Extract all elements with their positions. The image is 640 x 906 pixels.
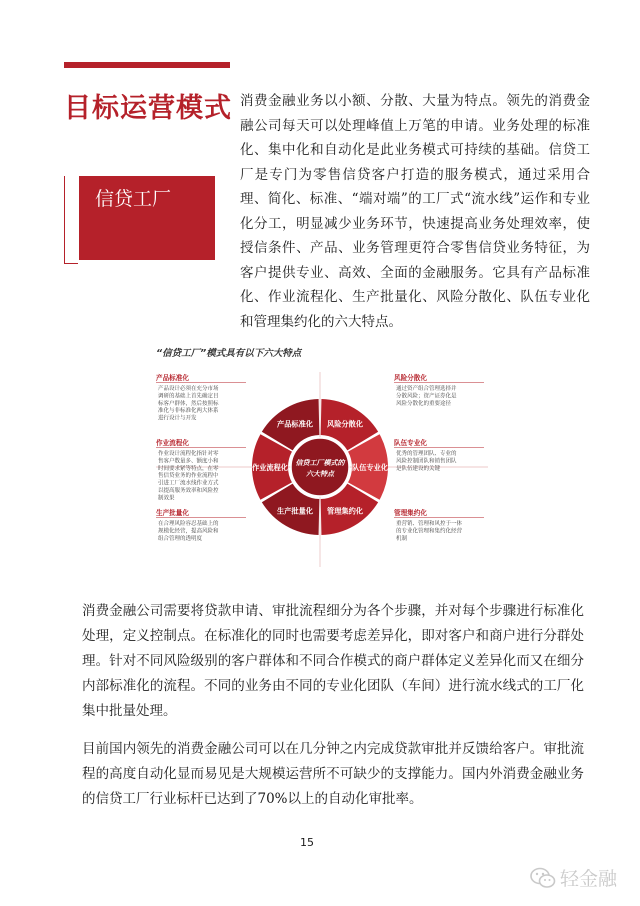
- callout-line: 准化与非标准化两大体系: [158, 408, 219, 415]
- callout-line: 风险控制团队和销售团队: [396, 458, 457, 465]
- watermark: [530, 864, 617, 891]
- intro-paragraph: 消费金融业务以小额、分散、大量为特点。领先的消费金融公司每天可以处理峰值上万笔的申请。业务处理的标准化、集中化和自动化是此业务模式可持续的基础。信贷工厂是专门为零售信贷客户打造的服务模式，通过采用合理、简化、标准、“端对端”的工厂式“流水线”运作和专业化分工，明显减少业务环节，快速提高业务处理效率，使授信条件、产品、业务管理更符合零售信贷业务特征，为客户提供专业、高效、全面的金融服务。它具有产品标准化、作业流程化、生产批量化、风险分散化、队伍专业化和管理集约化的六大特点。: [240, 93, 590, 330]
- six-features-diagram: [148, 342, 493, 572]
- callout-line: 引进工厂流水线作业方式: [158, 480, 219, 487]
- callout-title: 作业流程化: [156, 439, 189, 447]
- callout-title: 产品标准化: [156, 374, 189, 382]
- page-number: 15: [300, 836, 314, 849]
- watermark-text: 轻金融: [560, 868, 618, 890]
- callout-line: 优秀的管理团队、专业的: [396, 451, 457, 457]
- top-accent-bar: [64, 62, 230, 68]
- segment-label: 风险分散化: [327, 419, 363, 429]
- segment-label: 生产批量化: [277, 506, 313, 516]
- callout-line: 通过资产组合管理选择并: [396, 386, 457, 392]
- segment-label: 管理集约化: [327, 506, 363, 516]
- callout-line: 的专业化管理和集约化经营: [396, 528, 463, 535]
- callout-title: 管理集约化: [394, 509, 427, 517]
- callout-line: 制效果: [158, 495, 175, 502]
- callout-line: 分散风险；资产证券化是: [396, 393, 457, 400]
- section-subtitle-box: [79, 176, 215, 260]
- callout-title: 风险分散化: [394, 374, 427, 382]
- segment-label: 产品标准化: [277, 419, 313, 429]
- segment-label: 队伍专业化: [352, 463, 388, 472]
- center-circle: [291, 438, 349, 496]
- section-subtitle: 信贷工厂: [95, 188, 172, 210]
- segment-label: 作业流程化: [252, 463, 288, 472]
- callout-line: 标客户群体，然后按照标: [158, 400, 219, 407]
- callout-line: 重营销、管理和风控于一体: [396, 521, 463, 527]
- callout-line: 是队伍建设的关键: [396, 465, 441, 472]
- body-paragraph-1: 消费金融公司需要将贷款申请、审批流程细分为各个步骤，并对每个步骤进行标准化处理，定义控制点。在标准化的同时也需要考虑差异化，即对客户和商户进行分群处理。针对不同风险级别的客户群体和不同合作模式的商户群体定义差异化而又在细分内部标准化的流程。不同的业务由不同的专业化团队（车间）进行流水线式的工厂化集中批量处理。: [82, 603, 584, 719]
- callout-line: 规模化经营，提高风险和: [158, 528, 219, 535]
- callout-line: 售信贷业务的作业流程中: [158, 473, 219, 480]
- body-paragraph-2: 目前国内领先的消费金融公司可以在几分钟之内完成贷款审批并反馈给客户。审批流程的高度自动化显而易见是大规模运营所不可缺少的支撑能力。国内外消费金融业务的信贷工厂行业标杆已达到了70%以上的自动化审批率。: [82, 741, 584, 807]
- callout-line: 机制: [396, 535, 408, 542]
- callout-line: 售客户数量多、额度小和: [158, 458, 219, 465]
- callout-line: 产品设计必须在充分市场: [158, 386, 219, 392]
- diagram-title: “信贷工厂”模式具有以下六大特点: [156, 348, 302, 359]
- callout-line: 调研的基础上首先确定目: [158, 393, 219, 400]
- page-title: 目标运营模式: [64, 93, 232, 124]
- wechat-icon: [530, 867, 556, 889]
- callout-line: 进行设计与开发: [158, 415, 197, 422]
- callout-line: 作业设计流程化指针对零: [158, 451, 219, 457]
- center-label: 信贷工厂模式的: [295, 459, 345, 467]
- callout-line: 时间要求紧等特点，在零: [158, 465, 219, 472]
- box-frame-bottom: [64, 263, 78, 264]
- box-frame-left: [64, 176, 65, 264]
- callout-line: 风险分散化的重要途径: [396, 400, 452, 407]
- callout-line: 在合理风险容忍基础上的: [158, 521, 219, 527]
- callout-title: 队伍专业化: [394, 439, 427, 447]
- callout-title: 生产批量化: [156, 509, 189, 517]
- callout-line: 组合管理的透明度: [158, 535, 203, 542]
- center-label: 六大特点: [306, 470, 334, 478]
- callout-line: 以提高服务效率和风险控: [158, 488, 219, 494]
